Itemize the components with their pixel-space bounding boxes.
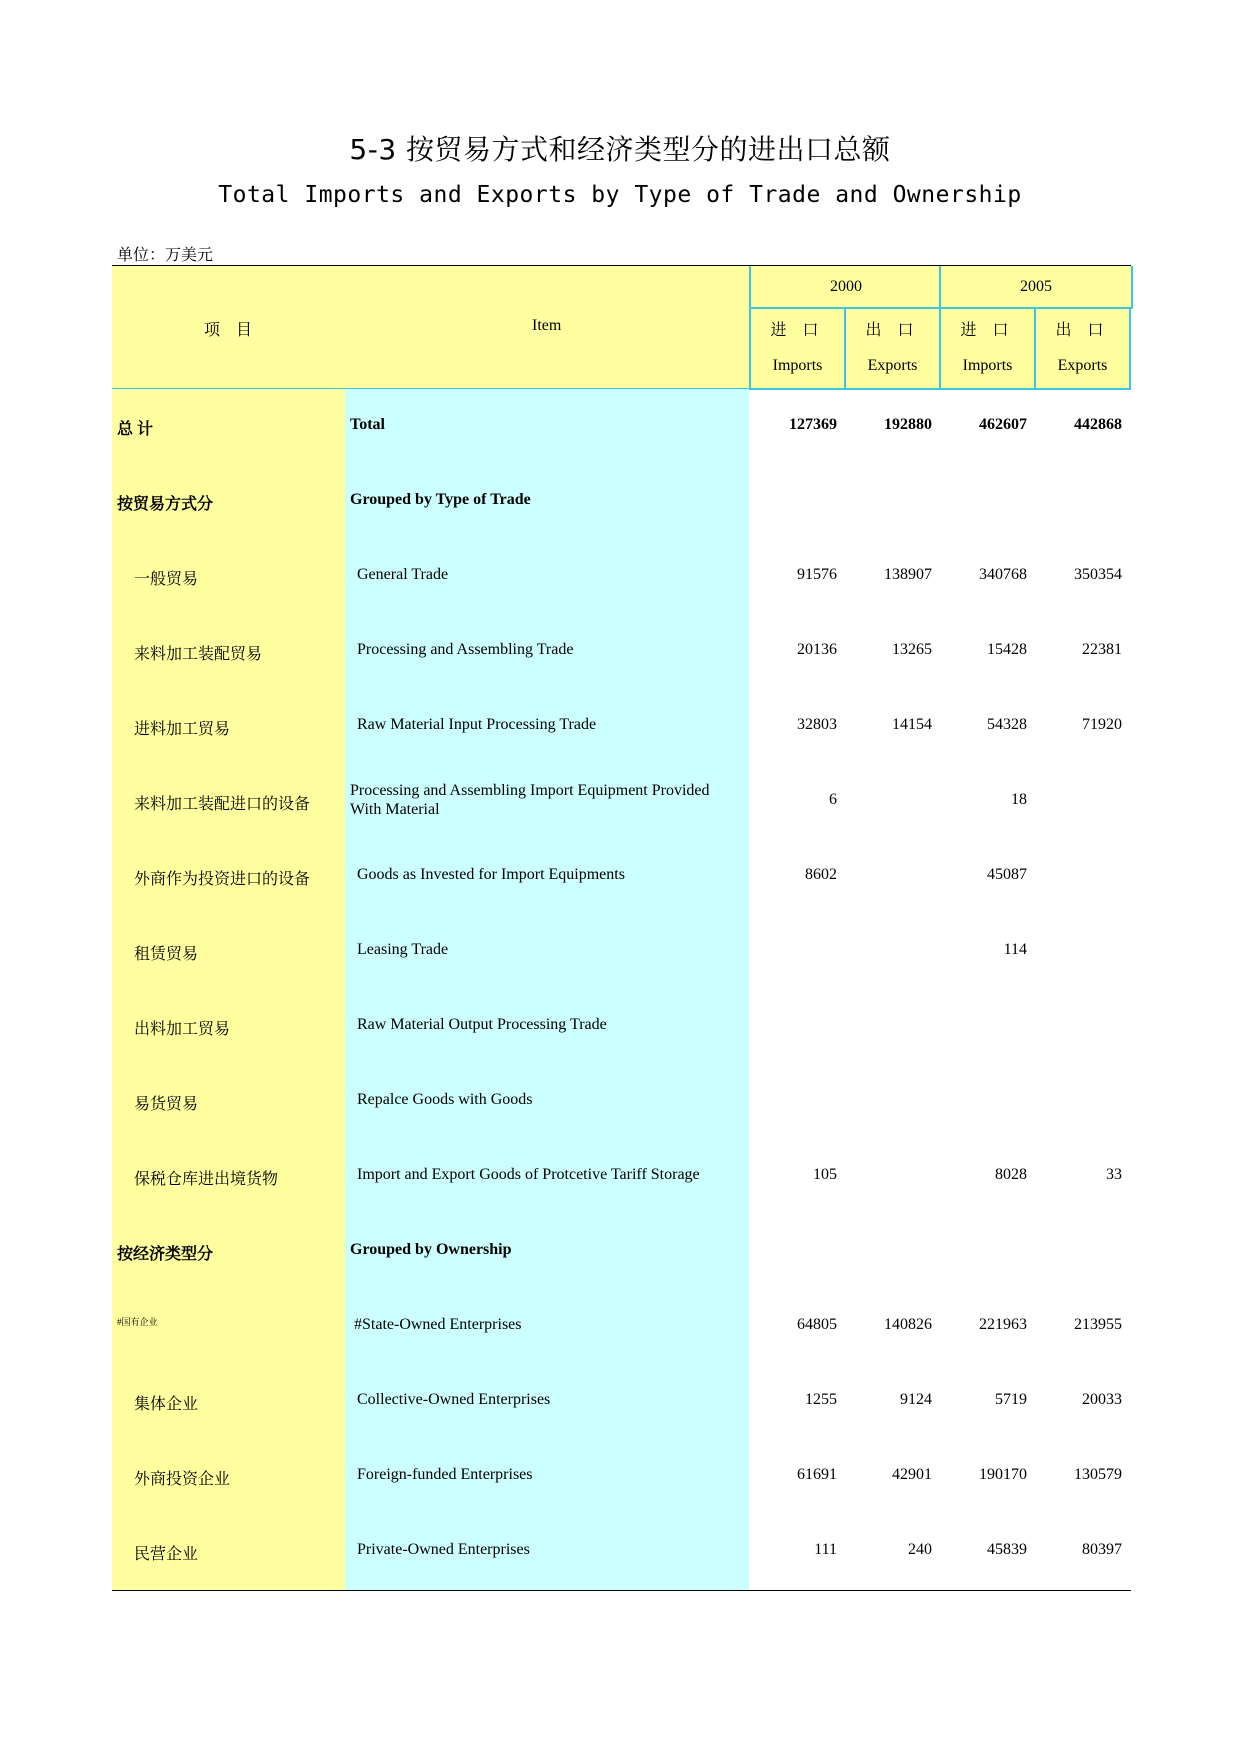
cell-2005-exports: 20033 [1082,1391,1122,1408]
cell-2000-imports: 61691 [797,1466,837,1483]
cell-2005-exports: 33 [1106,1166,1122,1183]
row-label-cn: 外商作为投资进口的设备 [134,871,311,888]
cell-2005-exports: 130579 [1074,1466,1122,1483]
row-label-en: Total [350,416,385,433]
row-label-en: Grouped by Type of Trade [350,491,531,508]
cell-2005-imports: 45839 [987,1541,1027,1558]
table-row [112,539,1131,614]
cell-2000-imports: 32803 [797,716,837,733]
cell-2000-exports: 9124 [900,1391,932,1408]
cell-2005-imports: 8028 [995,1166,1027,1183]
row-label-en: Raw Material Input Processing Trade [357,716,597,733]
header-imports-2005 [939,309,1034,388]
cell-2005-imports: 45087 [987,866,1027,883]
cell-2005-imports: 5719 [995,1391,1027,1408]
header-imports-2000 [749,309,844,388]
cell-2000-imports: 64805 [797,1316,837,1333]
table-row [112,689,1131,764]
cell-2000-exports: 138907 [884,566,932,583]
cell-2000-imports: 1255 [805,1391,837,1408]
row-label-en: Leasing Trade [357,941,449,958]
header-export-cn: 出 口 [865,322,920,339]
cell-2005-imports: 190170 [979,1466,1027,1483]
table-row [112,764,1131,839]
cell-2000-exports: 140826 [884,1316,932,1333]
row-label-en: Collective-Owned Enterprises [357,1391,551,1408]
cell-2005-imports: 54328 [987,716,1027,733]
table-row [112,989,1131,1064]
header-export-en: Exports [867,357,918,374]
cell-2005-imports: 18 [1011,791,1027,808]
cell-2000-exports: 192880 [884,416,932,433]
header-import-cn: 进 口 [770,322,825,339]
row-label-en: Import and Export Goods of Protcetive Tariff Storage [357,1166,700,1183]
row-label-cn: 按贸易方式分 [117,496,214,513]
header-import-en: Imports [772,357,823,374]
header-export-cn: 出 口 [1055,322,1110,339]
table-row [112,914,1131,989]
header-import-en: Imports [962,357,1013,374]
row-label-en: Processing and Assembling Import Equipment Provided With Material [350,782,710,818]
row-label-cn: 易货贸易 [134,1096,199,1113]
table-row [112,1064,1131,1139]
row-label-en: Processing and Assembling Trade [357,641,574,658]
row-label-cn: 来料加工装配贸易 [134,646,263,663]
row-label-en: Foreign-funded Enterprises [357,1466,533,1483]
cell-2005-imports: 15428 [987,641,1027,658]
cell-2005-exports: 442868 [1074,416,1122,433]
row-label-cn: 出料加工贸易 [134,1021,231,1038]
row-label-cn: 一般贸易 [134,571,199,588]
header-export-en: Exports [1057,357,1108,374]
cell-2005-imports: 114 [1003,941,1027,958]
row-label-en: Grouped by Ownership [350,1241,512,1258]
cell-2005-exports: 350354 [1074,566,1122,583]
page-title-cn: 5-3 按贸易方式和经济类型分的进出口总额 [349,133,891,166]
header-item-en: Item [532,317,562,334]
table-row [112,1439,1131,1514]
cell-2000-imports: 91576 [797,566,837,583]
row-label-cn: 集体企业 [134,1396,199,1413]
row-label-cn: 租赁贸易 [134,946,199,963]
cell-2000-exports: 42901 [892,1466,932,1483]
cell-2000-imports: 127369 [789,416,837,433]
header-year-grid [749,266,1131,388]
row-label-cn: 进料加工贸易 [134,721,231,738]
row-label-cn: #国有企业 [117,1317,158,1327]
cell-2000-exports: 14154 [892,716,932,733]
cell-2000-imports: 111 [814,1541,837,1558]
cell-2005-imports: 340768 [979,566,1027,583]
table-row [112,1289,1131,1364]
header-exports-2005 [1034,309,1131,388]
row-label-en: General Trade [357,566,449,583]
table-row [112,614,1131,689]
row-label-cn: 保税仓库进出境货物 [134,1171,279,1188]
row-label-cn: 外商投资企业 [134,1471,231,1488]
row-label-cn: 按经济类型分 [117,1246,214,1263]
row-label-en: Repalce Goods with Goods [357,1091,533,1108]
row-label-en: #State-Owned Enterprises [354,1316,522,1333]
cell-2000-imports: 20136 [797,641,837,658]
cell-2005-exports: 80397 [1082,1541,1122,1558]
cell-2000-exports: 13265 [892,641,932,658]
header-exports-2000 [844,309,939,388]
cell-2005-imports: 221963 [979,1316,1027,1333]
table-row [112,1139,1131,1214]
table-body [112,389,1131,1591]
header-year-2000: 2000 [749,266,941,309]
table-row [112,1514,1131,1589]
cell-2000-imports: 6 [829,791,837,808]
table-header [112,265,1131,390]
table-row [112,839,1131,914]
cell-2000-exports: 240 [908,1541,932,1558]
table-row-section-trade [112,464,1131,539]
row-label-en: Private-Owned Enterprises [357,1541,530,1558]
cell-2000-imports: 105 [813,1166,837,1183]
header-import-cn: 进 口 [960,322,1015,339]
row-label-en: Goods as Invested for Import Equipments [357,866,625,883]
page-title-en: Total Imports and Exports by Type of Trade and Ownership [218,182,1022,208]
row-label-en: Raw Material Output Processing Trade [357,1016,607,1033]
cell-2000-imports: 8602 [805,866,837,883]
row-label-cn: 总 计 [117,421,154,438]
table-row-total [112,389,1131,464]
cell-2005-exports: 22381 [1082,641,1122,658]
row-label-cn: 来料加工装配进口的设备 [134,796,311,813]
table-row [112,1364,1131,1439]
cell-2005-imports: 462607 [979,416,1027,433]
cell-2005-exports: 71920 [1082,716,1122,733]
header-item-cn: 项 目 [204,322,259,339]
row-label-cn: 民营企业 [134,1546,199,1563]
table-row-section-ownership [112,1214,1131,1289]
cell-2005-exports: 213955 [1074,1316,1122,1333]
header-year-2005: 2005 [939,266,1133,309]
unit-label: 单位：万美元 [117,247,214,264]
